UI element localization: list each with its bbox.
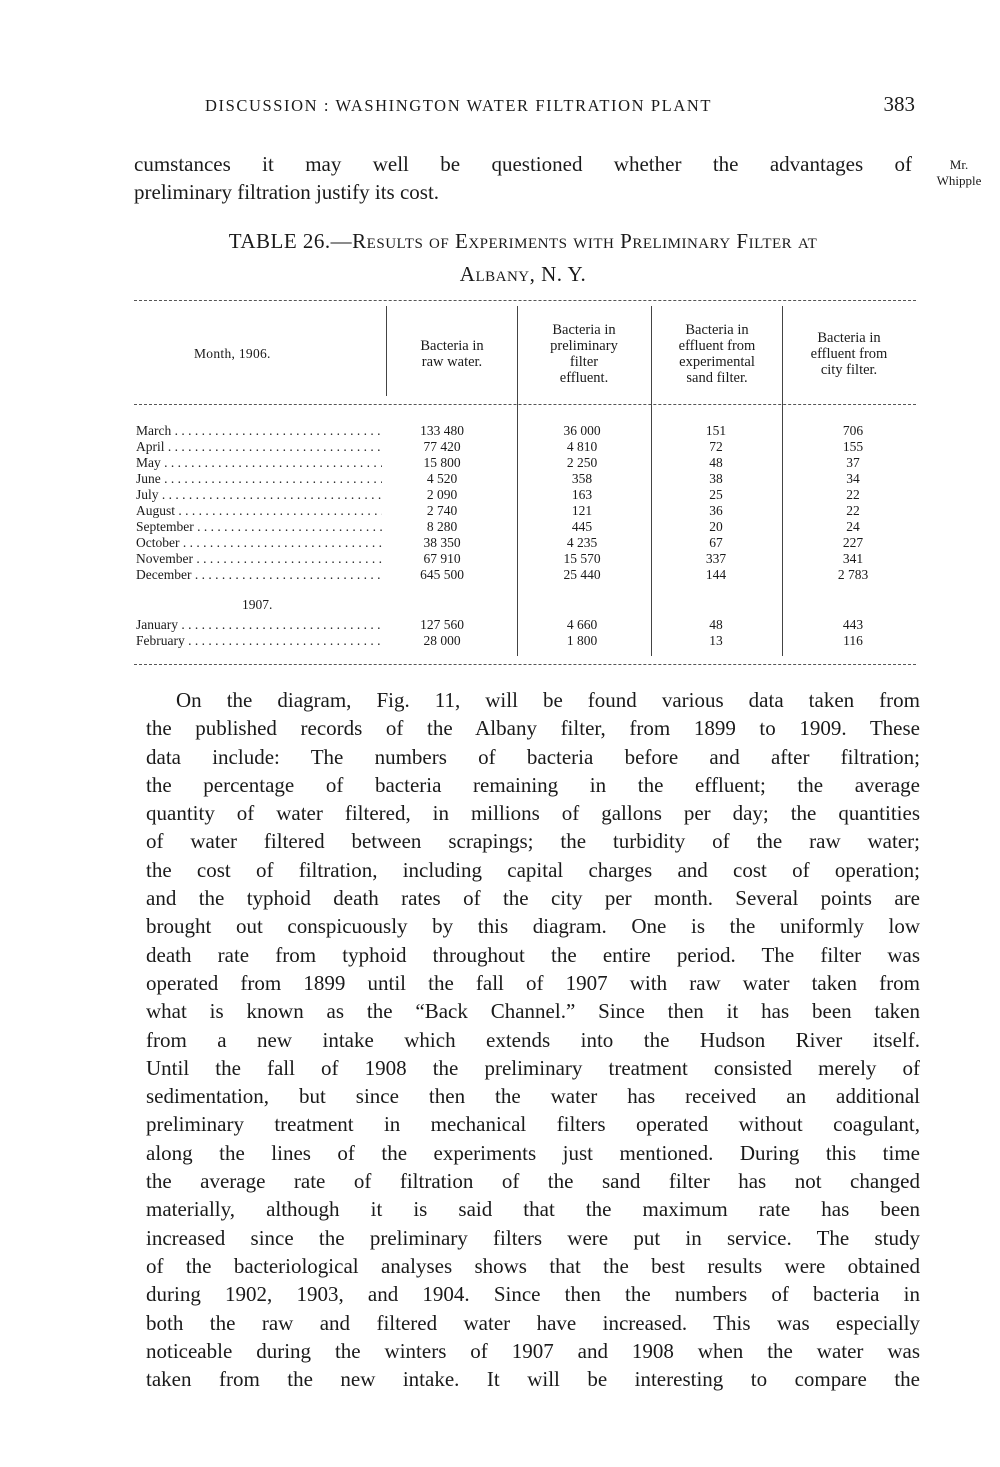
- column-header-prelim: [520, 322, 648, 386]
- text-line: noticeable during the winters of 1907 and 1908 when the water was: [146, 1338, 920, 1363]
- cell-raw: 2 740: [426, 503, 458, 518]
- cell-raw: 2 090: [426, 487, 458, 502]
- table-title: [134, 225, 912, 291]
- column-header-city: [785, 330, 913, 378]
- table-top-rule: [134, 300, 916, 301]
- text-line: operated from 1899 until the fall of 1907 with raw water taken from: [146, 970, 920, 995]
- cell-month: August . . .: [136, 503, 382, 519]
- cell-experimental: 72: [709, 439, 723, 454]
- table-row: [134, 567, 916, 583]
- cell-city: 22: [846, 503, 860, 518]
- margin-note-line: Mr.: [949, 157, 969, 172]
- text-line: the percentage of bacteria remaining in the effluent; the average: [146, 772, 920, 797]
- cell-city: 706: [842, 423, 864, 438]
- cell-prelim: 2 250: [566, 455, 598, 470]
- header-text: raw water.: [421, 354, 483, 370]
- text-line: On the diagram, Fig. 11, will be found various data taken from: [176, 688, 920, 712]
- cell-prelim: 121: [571, 503, 593, 518]
- text-line: from a new intake which extends into the Hudson River itself.: [146, 1027, 920, 1052]
- cell-city: 37: [846, 455, 860, 470]
- header-text: experimental: [679, 354, 755, 370]
- text-line: what is known as the “Back Channel.” Since then it has been taken: [146, 999, 920, 1024]
- cell-city: 155: [842, 439, 864, 454]
- cell-prelim: 25 440: [563, 567, 601, 582]
- cell-raw: 8 280: [426, 519, 458, 534]
- cell-city: 116: [843, 633, 863, 648]
- header-text: Bacteria in: [420, 338, 484, 354]
- header-text: Bacteria in: [817, 330, 881, 346]
- text-line: the cost of filtration, including capital charges and cost of operation;: [146, 857, 920, 882]
- text-line: data include: The numbers of bacteria before and after filtration;: [146, 744, 920, 769]
- text-line: materially, although it is said that the maximum rate has been: [146, 1197, 920, 1222]
- cell-experimental: 20: [709, 519, 723, 534]
- table-row: [134, 633, 916, 649]
- header-text: effluent from: [810, 346, 888, 362]
- paragraph-main: [146, 686, 920, 1393]
- table-title-line: TABLE 26.—Results of Experiments with Preliminary Filter at: [228, 229, 818, 253]
- cell-experimental: 337: [705, 551, 727, 566]
- cell-city: 24: [846, 519, 860, 534]
- text-line: taken from the new intake. It will be interesting to compare the: [146, 1367, 920, 1392]
- paragraph-top: [134, 150, 912, 206]
- header-text: city filter.: [820, 362, 878, 378]
- table-row: [134, 423, 916, 439]
- column-header-month: Month, 1906.: [194, 346, 271, 361]
- text-line: preliminary filtration justify its cost.: [134, 180, 440, 204]
- cell-raw: 77 420: [423, 439, 461, 454]
- cell-city: 22: [846, 487, 860, 502]
- cell-raw: 67 910: [423, 551, 461, 566]
- header-text: preliminary: [550, 338, 618, 354]
- table-row: [134, 487, 916, 503]
- cell-prelim: 445: [571, 519, 593, 534]
- cell-month: December . . .: [136, 567, 382, 583]
- column-header-experimental: [654, 322, 780, 386]
- cell-raw: 38 350: [423, 535, 461, 550]
- text-line: during 1902, 1903, and 1904. Since then the numbers of bacteria in: [146, 1282, 920, 1307]
- header-text: effluent from: [678, 338, 756, 354]
- cell-city: 2 783: [837, 567, 869, 582]
- table-row: [134, 455, 916, 471]
- cell-prelim: 4 810: [566, 439, 598, 454]
- cell-experimental: 13: [709, 633, 723, 648]
- cell-experimental: 48: [709, 455, 723, 470]
- table-row: [134, 551, 916, 567]
- margin-note-line: Whipple: [936, 173, 982, 188]
- text-line: of water filtered between scrapings; the turbidity of the raw water;: [146, 829, 920, 854]
- cell-experimental: 25: [709, 487, 723, 502]
- table-bottom-rule: [134, 664, 916, 665]
- cell-month: April . . .: [136, 439, 382, 455]
- cell-experimental: 48: [709, 617, 723, 632]
- text-line: along the lines of the experiments just mentioned. During this time: [146, 1140, 920, 1165]
- cell-experimental: 36: [709, 503, 723, 518]
- cell-raw: 15 800: [423, 455, 461, 470]
- text-line: brought out conspicuously by this diagram. One is the uniformly low: [146, 914, 920, 939]
- cell-month: November . . .: [136, 551, 382, 567]
- text-line: sedimentation, but since then the water has received an additional: [146, 1084, 920, 1109]
- cell-city: 34: [846, 471, 860, 486]
- cell-month: September . . .: [136, 519, 382, 535]
- cell-city: 341: [842, 551, 864, 566]
- cell-month: February . . .: [136, 633, 382, 649]
- cell-prelim: 1 800: [566, 633, 598, 648]
- text-line: both the raw and filtered water have increased. This was especially: [146, 1310, 920, 1335]
- cell-prelim: 358: [571, 471, 593, 486]
- cell-prelim: 4 660: [566, 617, 598, 632]
- text-line: cumstances it may well be questioned whether the advantages of: [134, 152, 912, 176]
- cell-month: January . . .: [136, 617, 382, 633]
- page-number: 383: [883, 92, 915, 116]
- margin-note: [920, 157, 998, 189]
- year-label: 1907.: [242, 597, 273, 612]
- cell-raw: 645 500: [420, 567, 464, 582]
- cell-prelim: 163: [571, 487, 593, 502]
- text-line: increased since the preliminary filters were put in service. The study: [146, 1225, 920, 1250]
- table-row: [134, 535, 916, 551]
- table-body: [134, 423, 916, 649]
- header-text: effluent.: [559, 370, 609, 386]
- text-line: death rate from typhoid throughout the entire period. The filter was: [146, 942, 920, 967]
- header-text: sand filter.: [686, 370, 748, 386]
- cell-experimental: 38: [709, 471, 723, 486]
- header-text: filter: [569, 354, 599, 370]
- header-rule: [134, 404, 916, 405]
- table-title-line: Albany, N. Y.: [459, 262, 587, 286]
- table-row: [134, 519, 916, 535]
- text-line: and the typhoid death rates of the city per month. Several points are: [146, 886, 920, 911]
- cell-prelim: 15 570: [563, 551, 601, 566]
- text-line: Until the fall of 1908 the preliminary treatment consisted merely of: [146, 1055, 920, 1080]
- cell-raw: 4 520: [426, 471, 458, 486]
- header-text: Bacteria in: [685, 322, 749, 338]
- table-row: [134, 503, 916, 519]
- page-header: [205, 92, 915, 122]
- cell-month: March . . .: [136, 423, 382, 439]
- cell-month: July . . .: [136, 487, 382, 503]
- column-header-raw: [390, 338, 514, 370]
- text-line: of the bacteriological analyses shows that the best results were obtained: [146, 1253, 920, 1278]
- text-line: the published records of the Albany filter, from 1899 to 1909. These: [146, 716, 920, 741]
- text-line: preliminary treatment in mechanical filters operated without coagulant,: [146, 1112, 920, 1137]
- cell-experimental: 144: [705, 567, 727, 582]
- cell-month: May . . .: [136, 455, 382, 471]
- cell-experimental: 67: [709, 535, 723, 550]
- table-row-year: [134, 583, 916, 617]
- column-divider: [386, 306, 387, 396]
- cell-month: June . . .: [136, 471, 382, 487]
- cell-raw: 127 560: [420, 617, 464, 632]
- cell-month: October . . .: [136, 535, 382, 551]
- cell-raw: 28 000: [423, 633, 461, 648]
- table-row: [134, 617, 916, 633]
- running-head: DISCUSSION : WASHINGTON WATER FILTRATION PLANT: [205, 96, 713, 115]
- text-line: the average rate of filtration of the sand filter has not changed: [146, 1169, 920, 1194]
- cell-raw: 133 480: [420, 423, 464, 438]
- cell-prelim: 4 235: [566, 535, 598, 550]
- cell-city: 227: [842, 535, 864, 550]
- cell-prelim: 36 000: [563, 423, 601, 438]
- table-row: [134, 471, 916, 487]
- cell-experimental: 151: [705, 423, 727, 438]
- cell-city: 443: [842, 617, 864, 632]
- header-text: Bacteria in: [552, 322, 616, 338]
- table-row: [134, 439, 916, 455]
- data-table: [134, 300, 916, 672]
- text-line: quantity of water filtered, in millions of gallons per day; the quantities: [146, 801, 920, 826]
